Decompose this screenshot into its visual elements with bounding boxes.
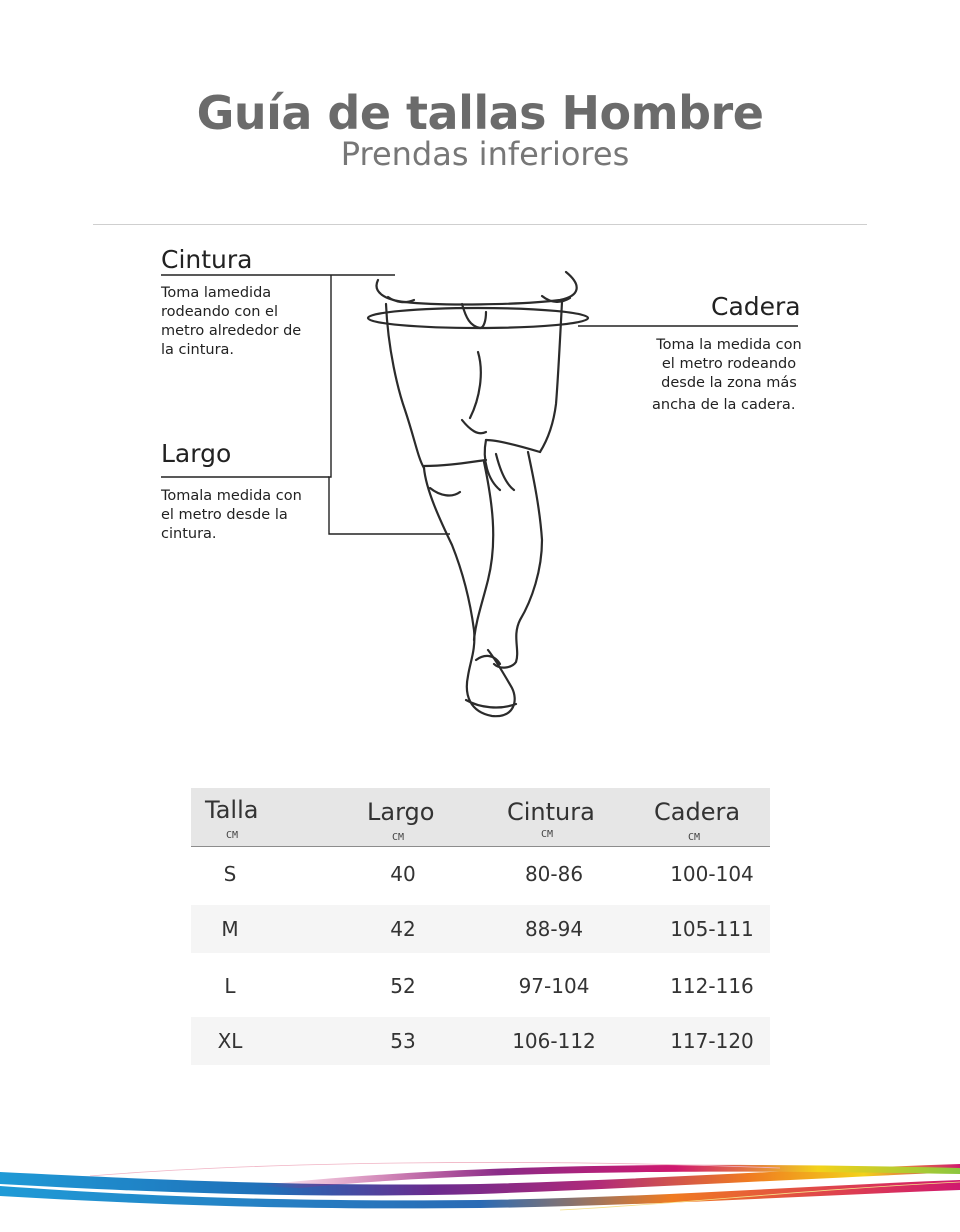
cell-largo: 40 [390, 862, 416, 886]
cell-cintura: 80-86 [524, 862, 584, 886]
table-header [191, 788, 770, 847]
waist-description [161, 284, 301, 360]
unit-label: CM [392, 832, 405, 843]
cell-largo: 52 [390, 974, 416, 998]
desc-line: ancha de la cadera. [652, 397, 796, 413]
desc-line: desde la zona más [661, 375, 797, 391]
cell-cintura: 97-104 [518, 974, 590, 998]
cell-cadera: 117-120 [670, 1029, 754, 1053]
desc-line: Tomala medida con [161, 488, 302, 504]
cell-talla: M [221, 917, 239, 941]
desc-line: metro alrededor de [161, 323, 302, 339]
desc-line: Toma la medida con [656, 337, 802, 353]
cell-cintura: 106-112 [512, 1029, 596, 1053]
column-header-cintura: Cintura [507, 798, 595, 826]
table-row [191, 905, 770, 953]
page-subtitle: Prendas inferiores [340, 135, 630, 173]
cell-talla: S [223, 862, 237, 886]
unit-label: CM [688, 832, 701, 843]
column-header-largo: Largo [367, 798, 435, 826]
desc-line: Toma lamedida [161, 285, 272, 301]
column-header-cadera: Cadera [654, 798, 741, 826]
length-label: Largo [161, 439, 232, 468]
desc-line: la cintura. [161, 342, 235, 358]
cell-talla: XL [217, 1029, 243, 1053]
column-header-talla: Talla [205, 796, 259, 824]
length-bracket [329, 275, 450, 534]
table-row [191, 1017, 770, 1065]
table-row [191, 847, 770, 901]
desc-line: el metro rodeando [661, 356, 797, 372]
page-title: Guía de tallas Hombre [196, 86, 764, 140]
cell-largo: 53 [390, 1029, 416, 1053]
shorts-figure-icon [368, 272, 588, 716]
cell-cadera: 100-104 [670, 862, 754, 886]
cell-largo: 42 [390, 917, 416, 941]
cell-cadera: 105-111 [670, 917, 754, 941]
length-description [161, 487, 302, 544]
table-row [191, 959, 770, 1013]
waist-label: Cintura [161, 245, 253, 274]
size-table [191, 788, 770, 1065]
cell-talla: L [224, 974, 236, 998]
desc-line: cintura. [161, 526, 217, 542]
hip-label: Cadera [711, 292, 801, 321]
desc-line: rodeando con el [161, 304, 278, 320]
hip-description [638, 336, 820, 415]
rainbow-swoosh-decoration [0, 1150, 960, 1232]
desc-line: el metro desde la [161, 507, 288, 523]
cell-cadera: 112-116 [670, 974, 754, 998]
unit-label: CM [541, 829, 554, 840]
cell-cintura: 88-94 [524, 917, 584, 941]
unit-label: CM [226, 830, 239, 841]
